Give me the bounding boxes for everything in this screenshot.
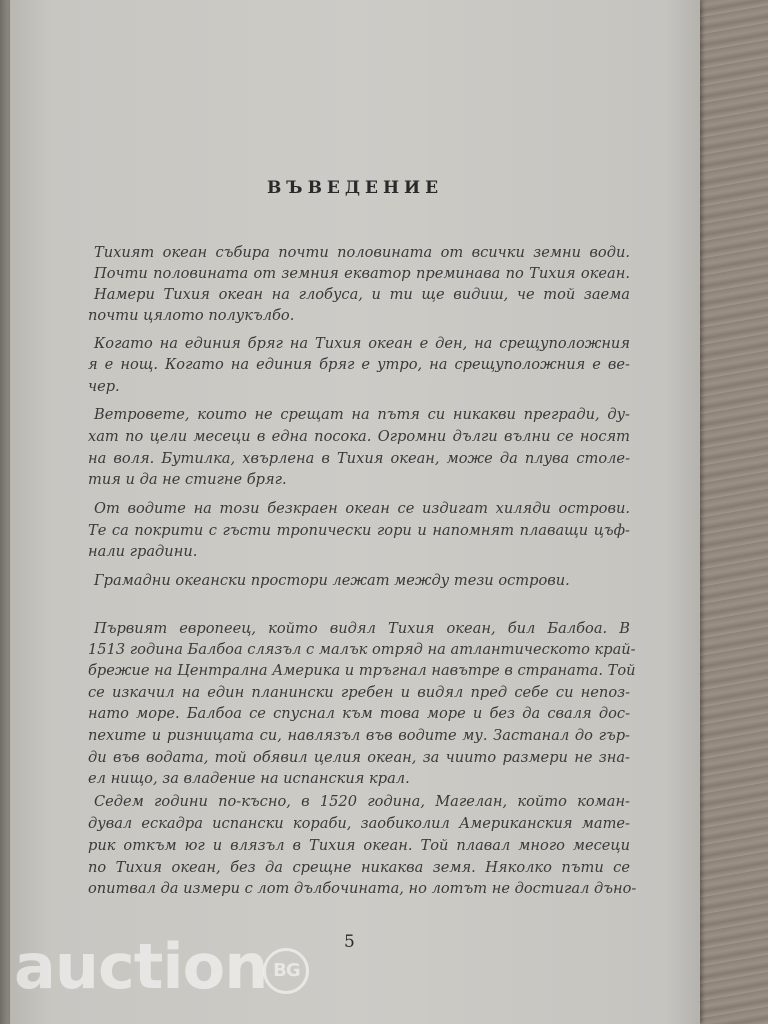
text-line: пехите и ризницата си, навлязъл във водите му. Застанал до гър- bbox=[88, 727, 630, 744]
text-line: От водите на този безкраен океан се издигат хиляди острови. bbox=[94, 500, 630, 517]
chapter-title: ВЪВЕДЕНИЕ bbox=[266, 178, 444, 198]
text-line: нато море. Балбоа се спуснал към това море и без да сваля дос- bbox=[88, 705, 630, 722]
watermark-logo bbox=[14, 930, 309, 1003]
text-line: Когато на единия бряг на Тихия океан е ден, на срещуположния bbox=[94, 335, 630, 352]
text-line: се изкачил на един планински гребен и видял пред себе си непоз- bbox=[88, 684, 630, 701]
text-line: Намери Тихия океан на глобуса, и ти ще видиш, че той заема bbox=[94, 286, 630, 303]
text-line: ел нищо, за владение на испанския крал. bbox=[88, 770, 410, 787]
text-line: хат по цели месеци в една посока. Огромни дълги вълни се носят bbox=[88, 428, 630, 445]
text-line: брежие на Централна Америка и тръгнал навътре в страната. Той bbox=[88, 662, 636, 679]
text-line: Почти половината от земния екватор преминава по Тихия океан. bbox=[94, 265, 630, 282]
text-line: Те са покрити с гъсти тропически гори и напомнят плаващи цъф- bbox=[88, 522, 630, 539]
text-line: ди във водата, той обявил целия океан, за чиито размери не зна- bbox=[88, 749, 630, 766]
text-line: опитвал да измери с лот дълбочината, но лотът не достигал дъно- bbox=[88, 880, 637, 897]
text-line: нали градини. bbox=[88, 543, 198, 560]
text-line: Грамадни океански простори лежат между тези острови. bbox=[94, 572, 570, 589]
text-line: Първият европеец, който видял Тихия океан, бил Балбоа. В bbox=[94, 620, 630, 637]
text-line: 1513 година Балбоа слязъл с малък отряд на атлантическото край- bbox=[88, 641, 636, 658]
watermark-text: auction bbox=[14, 930, 268, 1003]
page-number: 5 bbox=[344, 932, 355, 952]
text-line: Тихият океан събира почти половината от всички земни води. bbox=[94, 244, 630, 261]
text-line: Седем години по-късно, в 1520 година, Магелан, който коман- bbox=[94, 793, 630, 810]
text-line: на воля. Бутилка, хвърлена в Тихия океан, може да плува столе- bbox=[88, 450, 630, 467]
watermark-badge: BG bbox=[263, 948, 309, 994]
table-surface bbox=[700, 0, 768, 1024]
text-line: Ветровете, които не срещат на пътя си никакви прегради, ду- bbox=[94, 406, 630, 423]
text-line: рик откъм юг и влязъл в Тихия океан. Той плавал много месеци bbox=[88, 837, 630, 854]
book-page bbox=[10, 0, 700, 1024]
text-line: почти цялото полукълбо. bbox=[88, 307, 295, 324]
text-line: дувал ескадра испански кораби, заобиколил Американския мате- bbox=[88, 815, 630, 832]
text-line: чер. bbox=[88, 378, 120, 395]
text-line: я е нощ. Когато на единия бряг е утро, на срещуположния е ве- bbox=[88, 356, 630, 373]
text-line: тия и да не стигне бряг. bbox=[88, 471, 287, 488]
text-line: по Тихия океан, без да срещне никаква земя. Няколко пъти се bbox=[88, 859, 630, 876]
